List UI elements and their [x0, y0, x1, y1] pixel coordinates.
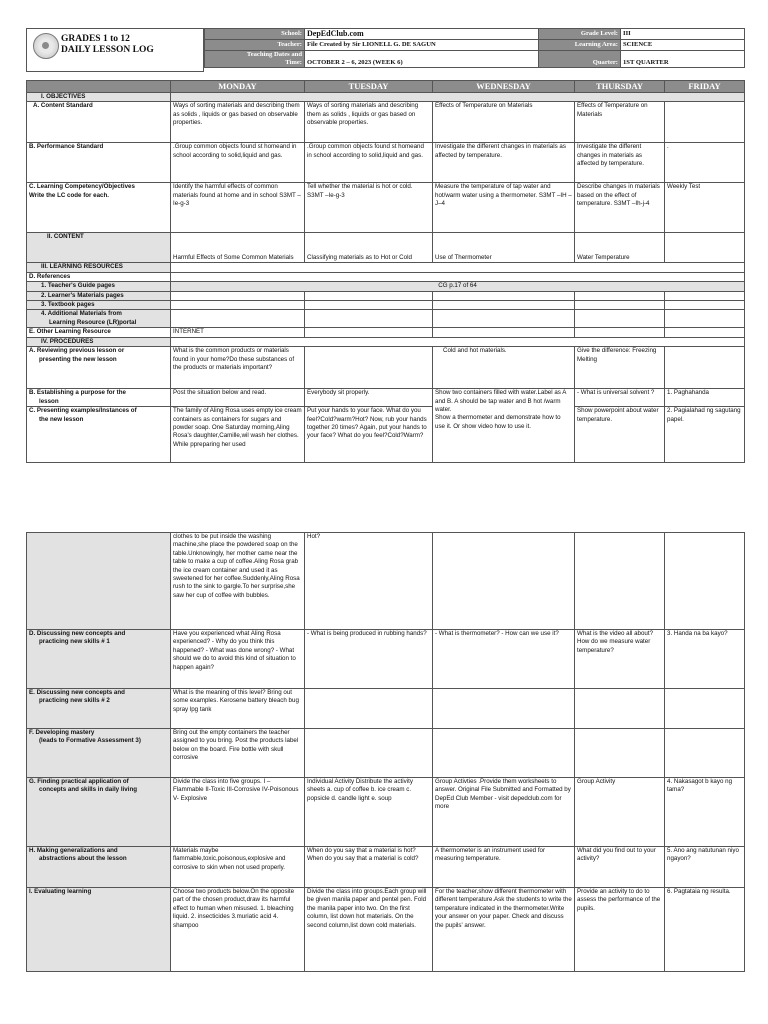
content-standard-row [27, 102, 745, 143]
quarter-label: Quarter: [539, 51, 621, 68]
dates-label [205, 51, 305, 68]
proc-a-line2: presenting the new lesson [39, 355, 117, 363]
content-standard-fri [665, 102, 745, 143]
other-resource-row [27, 328, 745, 337]
proc-a-row [27, 347, 745, 389]
content-standard-tue: Ways of sorting materials and describing them as solids , liquids or gas based on observable properties. [305, 102, 433, 143]
content-label: II. CONTENT [27, 233, 171, 263]
proc-f-wed [433, 729, 575, 778]
area-label: Learning Area: [539, 40, 621, 51]
proc-b-wed: Show two containers filled with water.Label as A and B. A should be tap water and B hot /warm water. [435, 389, 567, 414]
tg-pages-value: CG p.17 of 64 [171, 282, 745, 291]
proc-h-mon: Materials maybe flammable,toxic,poisonous,explosive and corrosive to skin when not used properly. [171, 847, 305, 888]
other-resource-label: E. Other Learning Resource [27, 328, 171, 337]
proc-b-thu: - What is universal solvent ? [575, 389, 665, 407]
content-fri [665, 233, 745, 263]
additional-row [27, 310, 745, 328]
competency-tue: Tell whether the material is hot or cold. S3MT –Ie-g-3 [305, 183, 433, 233]
proc-g-line2: concepts and skills in daily living [39, 786, 137, 794]
lm-pages-label: 2. Learner's Materials pages [27, 291, 171, 300]
proc-a-fri [665, 347, 745, 389]
proc-d-label [27, 630, 171, 689]
proc-c-cont-thu [575, 533, 665, 630]
add-mon [171, 310, 305, 328]
day-wednesday: WEDNESDAY [433, 81, 575, 93]
proc-i-label: I. Evaluating learning [27, 888, 171, 972]
proc-c-label [27, 407, 171, 463]
content-standard-thu: Effects of Temperature on Materials [575, 102, 665, 143]
content-wed: Use of Thermometer [433, 233, 575, 263]
proc-d-fri: 3. Handa na ba kayo? [665, 630, 745, 689]
proc-g-line1: G. Finding practical application of [29, 778, 129, 785]
objectives-span [171, 93, 745, 102]
proc-d-wed: - What is thermometer? - How can we use it? [433, 630, 575, 689]
proc-e-tue [305, 689, 433, 729]
proc-a-wed: Cold and hot materials. [433, 347, 575, 389]
proc-f-mon: Bring out the empty containers the teacher assigned to you bring. Post the products label below on the board. Fire bottle with skull corrosive [171, 729, 305, 778]
proc-c-line1: C. Presenting examples/Instances of [29, 407, 137, 415]
proc-f-thu [575, 729, 665, 778]
proc-d-row [27, 630, 745, 689]
proc-h-line1: H. Making generalizations and [29, 847, 118, 854]
proc-b-line1: B. Establishing a purpose for the [29, 389, 126, 397]
proc-g-fri: 4. Nakasagot b kayo ng tama? [665, 778, 745, 847]
add-thu [575, 310, 665, 328]
proc-b-row [27, 389, 745, 407]
performance-standard-fri: . [665, 143, 745, 183]
lm-tue [305, 291, 433, 300]
content-standard-label: A. Content Standard [27, 102, 171, 143]
proc-c-cont-row [27, 533, 745, 630]
proc-e-mon: What is the meaning of this level? Bring out some examples. Kerosene battery bleach bug spray lpg tank [171, 689, 305, 729]
header-logo-cell [26, 28, 204, 72]
title-line-2: DAILY LESSON LOG [61, 45, 154, 55]
procedures-label: IV. PROCEDURES [27, 337, 171, 346]
proc-e-line1: E. Discussing new concepts and [29, 689, 125, 696]
proc-c-thu: Show powerpoint about water temperature. [575, 407, 665, 463]
header-title [61, 34, 154, 56]
or-tue [305, 328, 433, 337]
other-resource-mon: INTERNET [171, 328, 305, 337]
competency-mon: Identify the harmful effects of common materials found at home and in school S3MT –Ie-g-3 [171, 183, 305, 233]
performance-standard-mon: .Group common objects found st homeand in school according to solid,liquid and gas. [171, 143, 305, 183]
proc-c-cont-mon: clothes to be put inside the washing machine,she place the powdered soap on the table.Unknowingly, her mother came near the table to make a cup of coffee.Aling Rosa grab the ice cream container and used it as sweetened for her coffee.Suddenly,Aling Rosa rush to the sink to gargle.To her surprise,she saw her cup of coffee with bubbles. [171, 533, 305, 630]
content-tue: Classifying materials as to Hot or Cold [305, 233, 433, 263]
header-info-grid [204, 28, 745, 68]
day-tuesday: TUESDAY [305, 81, 433, 93]
dates-value: OCTOBER 2 – 6, 2023 (WEEK 6) [305, 51, 539, 68]
references-span [171, 272, 745, 281]
dates-label-line1: Teaching Dates and [246, 51, 302, 58]
competency-fri: Weekly Test [665, 183, 745, 233]
proc-h-thu: What did you find out to your activity? [575, 847, 665, 888]
proc-d-line1: D. Discussing new concepts and [29, 630, 126, 637]
proc-g-thu: Group Activity [575, 778, 665, 847]
tb-tue [305, 301, 433, 310]
procedures-span [171, 337, 745, 346]
day-thursday: THURSDAY [575, 81, 665, 93]
day-header-blank [27, 81, 171, 93]
proc-i-fri: 6. Pagtataia ng resulta. [665, 888, 745, 972]
proc-b-mon: Post the situation below and read. [171, 389, 305, 407]
proc-d-tue: - What is being produced in rubbing hands? [305, 630, 433, 689]
competency-label-line2: Write the LC code for each. [29, 191, 109, 199]
proc-a-mon: What is the common products or materials found in your home?Do these substances of the products or materials important? [171, 347, 305, 389]
tg-pages-label: 1. Teacher's Guide pages [27, 282, 171, 291]
teacher-label: Teacher: [205, 40, 305, 51]
content-thu: Water Temperature [575, 233, 665, 263]
quarter-value: 1ST QUARTER [621, 51, 745, 68]
objectives-row [27, 93, 745, 102]
competency-row [27, 183, 745, 233]
lm-mon [171, 291, 305, 300]
tb-fri [665, 301, 745, 310]
proc-e-line2: practicing new skills # 2 [39, 697, 110, 705]
proc-e-thu [575, 689, 665, 729]
proc-d-thu: What is the video all about? How do we measure water temperature? [575, 630, 665, 689]
proc-e-fri [665, 689, 745, 729]
competency-label-line1: C. Learning Competency/Objectives [29, 183, 135, 191]
references-label: D. References [27, 272, 171, 281]
performance-standard-wed: Investigate the different changes in materials as affected by temperature. [433, 143, 575, 183]
proc-f-row [27, 729, 745, 778]
proc-c-cont-wed [433, 533, 575, 630]
proc-e-wed [433, 689, 575, 729]
performance-standard-thu: Investigate the different changes in materials as affected by temperature. [575, 143, 665, 183]
school-label: School: [205, 29, 305, 40]
competency-wed: Measure the temperature of tap water and hot/warm water using a thermometer. S3MT –IH – J–4 [433, 183, 575, 233]
proc-b-label [27, 389, 171, 407]
proc-e-row [27, 689, 745, 729]
content-standard-wed: Effects of Temperature on Materials [433, 102, 575, 143]
lm-wed [433, 291, 575, 300]
lm-fri [665, 291, 745, 300]
additional-label [27, 310, 171, 328]
day-header-row [27, 81, 745, 93]
resources-span [171, 263, 745, 272]
proc-a-thu: Give the difference: Freezing Melting [575, 347, 665, 389]
add-wed [433, 310, 575, 328]
proc-f-fri [665, 729, 745, 778]
title-line-1: GRADES 1 to 12 [61, 34, 130, 44]
proc-d-mon: Have you experienced what Aling Rosa experienced? - Why do you think this happened? - What was done wrong? - What should we do to avoid this kind of situation to happen again? [171, 630, 305, 689]
proc-f-tue [305, 729, 433, 778]
lesson-table-page2 [26, 532, 744, 972]
resources-row [27, 263, 745, 272]
performance-standard-row [27, 143, 745, 183]
procedures-row [27, 337, 745, 346]
proc-e-label [27, 689, 171, 729]
proc-i-thu: Provide an activity to do to assess the performance of the pupils. [575, 888, 665, 972]
school-value: DepEdClub.com [305, 29, 539, 40]
day-friday: FRIDAY [665, 81, 745, 93]
tb-thu [575, 301, 665, 310]
proc-c-row [27, 407, 745, 463]
textbook-row [27, 301, 745, 310]
tb-mon [171, 301, 305, 310]
tb-wed [433, 301, 575, 310]
area-value: SCIENCE [621, 40, 745, 51]
proc-h-row [27, 847, 745, 888]
proc-d-line2: practicing new skills # 1 [39, 638, 110, 646]
lesson-table-page1 [26, 80, 744, 463]
proc-i-tue: Divide the class into groups.Each group will be given manila paper and pentel pen. Fold the manila paper into two. On the first column, list down hot materials. On the second column,list down cold materials. [305, 888, 433, 972]
deped-seal-icon [33, 33, 59, 59]
proc-c-cont-fri [665, 533, 745, 630]
or-fri [665, 328, 745, 337]
proc-g-mon: Divide the class into five groups. I – Flammable II-Toxic III-Corrosive IV-Poisonous V- Explosive [171, 778, 305, 847]
add-tue [305, 310, 433, 328]
proc-b-tue: Everybody sit properly. [305, 389, 433, 407]
proc-g-label [27, 778, 171, 847]
teacher-value: File Created by Sir LIONELL G. DE SAGUN [305, 40, 539, 51]
proc-f-line1: F. Developing mastery [29, 729, 95, 736]
or-thu [575, 328, 665, 337]
proc-a-tue [305, 347, 433, 389]
dates-label-line2: Time: [285, 59, 302, 66]
proc-c-cont-tue: Hot? [305, 533, 433, 630]
proc-i-mon: Choose two products below.On the opposite part of the chosen product,draw its harmful effect to human when misused. 1. bleaching liquid. 2. insecticides 3.muriatic acid 4. shampoo [171, 888, 305, 972]
proc-f-line2: (leads to Formative Assessment 3) [39, 737, 141, 745]
objectives-label: I. OBJECTIVES [27, 93, 171, 102]
content-mon: Harmful Effects of Some Common Materials [171, 233, 305, 263]
proc-c-line2: the new lesson [39, 415, 84, 423]
references-row [27, 272, 745, 281]
proc-g-row [27, 778, 745, 847]
competency-label [27, 183, 171, 233]
proc-h-tue: When do you say that a material is hot? When do you say that a material is cold? [305, 847, 433, 888]
proc-a-label [27, 347, 171, 389]
proc-g-wed: Group Activties .Provide them worksheets to answer. Original File Submitted and Formatted by DepEd Club Member - visit depedclub.com for more [433, 778, 575, 847]
lesson-log-header [26, 28, 744, 72]
performance-standard-label: B. Performance Standard [27, 143, 171, 183]
or-wed [433, 328, 575, 337]
proc-h-label [27, 847, 171, 888]
add-fri [665, 310, 745, 328]
proc-h-wed: A thermometer is an instrument used for measuring temperature. [433, 847, 575, 888]
competency-thu: Describe changes in materials based on the effect of temperature. S3MT –Ih-j-4 [575, 183, 665, 233]
proc-b-fri: 1. Paghahanda [665, 389, 745, 407]
lm-pages-row [27, 291, 745, 300]
proc-c-tue: Put your hands to your face. What do you feel?Cold?warm?Hot? Now, rub your hands together 20 times? Again, put your hands to your face? What do you feel?Cold?Warm? [305, 407, 433, 463]
proc-h-line2: abstractions about the lesson [39, 855, 127, 863]
proc-f-label [27, 729, 171, 778]
proc-a-line1: A. Reviewing previous lesson or [29, 347, 125, 355]
content-row [27, 233, 745, 263]
proc-b-line2: lesson [39, 397, 59, 405]
tg-pages-row [27, 282, 745, 291]
day-monday: MONDAY [171, 81, 305, 93]
proc-c-fri: 2. Pagialahad ng sagutang papel. [665, 407, 745, 463]
resources-label: III. LEARNING RESOURCES [27, 263, 171, 272]
performance-standard-tue: .Group common objects found st homeand in school according to solid,liquid and gas. [305, 143, 433, 183]
proc-i-row [27, 888, 745, 972]
proc-i-wed: For the teacher,show different thermometer with different temperature.Ask the students to write the temperature indicated in the thermometer.Write your answer on your paper. Check and discuss the pupils' answer. [433, 888, 575, 972]
additional-label-line2: Learning Resource (LR)portal [49, 318, 137, 326]
proc-h-fri: 5. Ano ang natutunan niyo ngayon? [665, 847, 745, 888]
proc-c-wed: Show a thermometer and demonstrate how to use it. Or show video how to use it. [435, 414, 561, 430]
content-standard-mon: Ways of sorting materials and describing them as solids , liquids or gas based on observable properties. [171, 102, 305, 143]
lm-thu [575, 291, 665, 300]
textbook-label: 3. Textbook pages [27, 301, 171, 310]
proc-bc-wed [433, 389, 575, 463]
additional-label-line1: 4. Additional Materials from [41, 310, 122, 318]
grade-value: III [621, 29, 745, 40]
proc-g-tue: Individual Activity Distribute the activity sheets a. cup of coffee b. ice cream c. popsicle d. candle light e. soup [305, 778, 433, 847]
proc-c-cont-label [27, 533, 171, 630]
grade-label: Grade Level: [539, 29, 621, 40]
proc-c-mon: The family of Aling Rosa uses empty ice cream containers as containers for sugars and powder soap. One Saturday morning,Aling Rosa's daughter,Camille,wil wash her clothes. While ppreparing her used [171, 407, 305, 463]
